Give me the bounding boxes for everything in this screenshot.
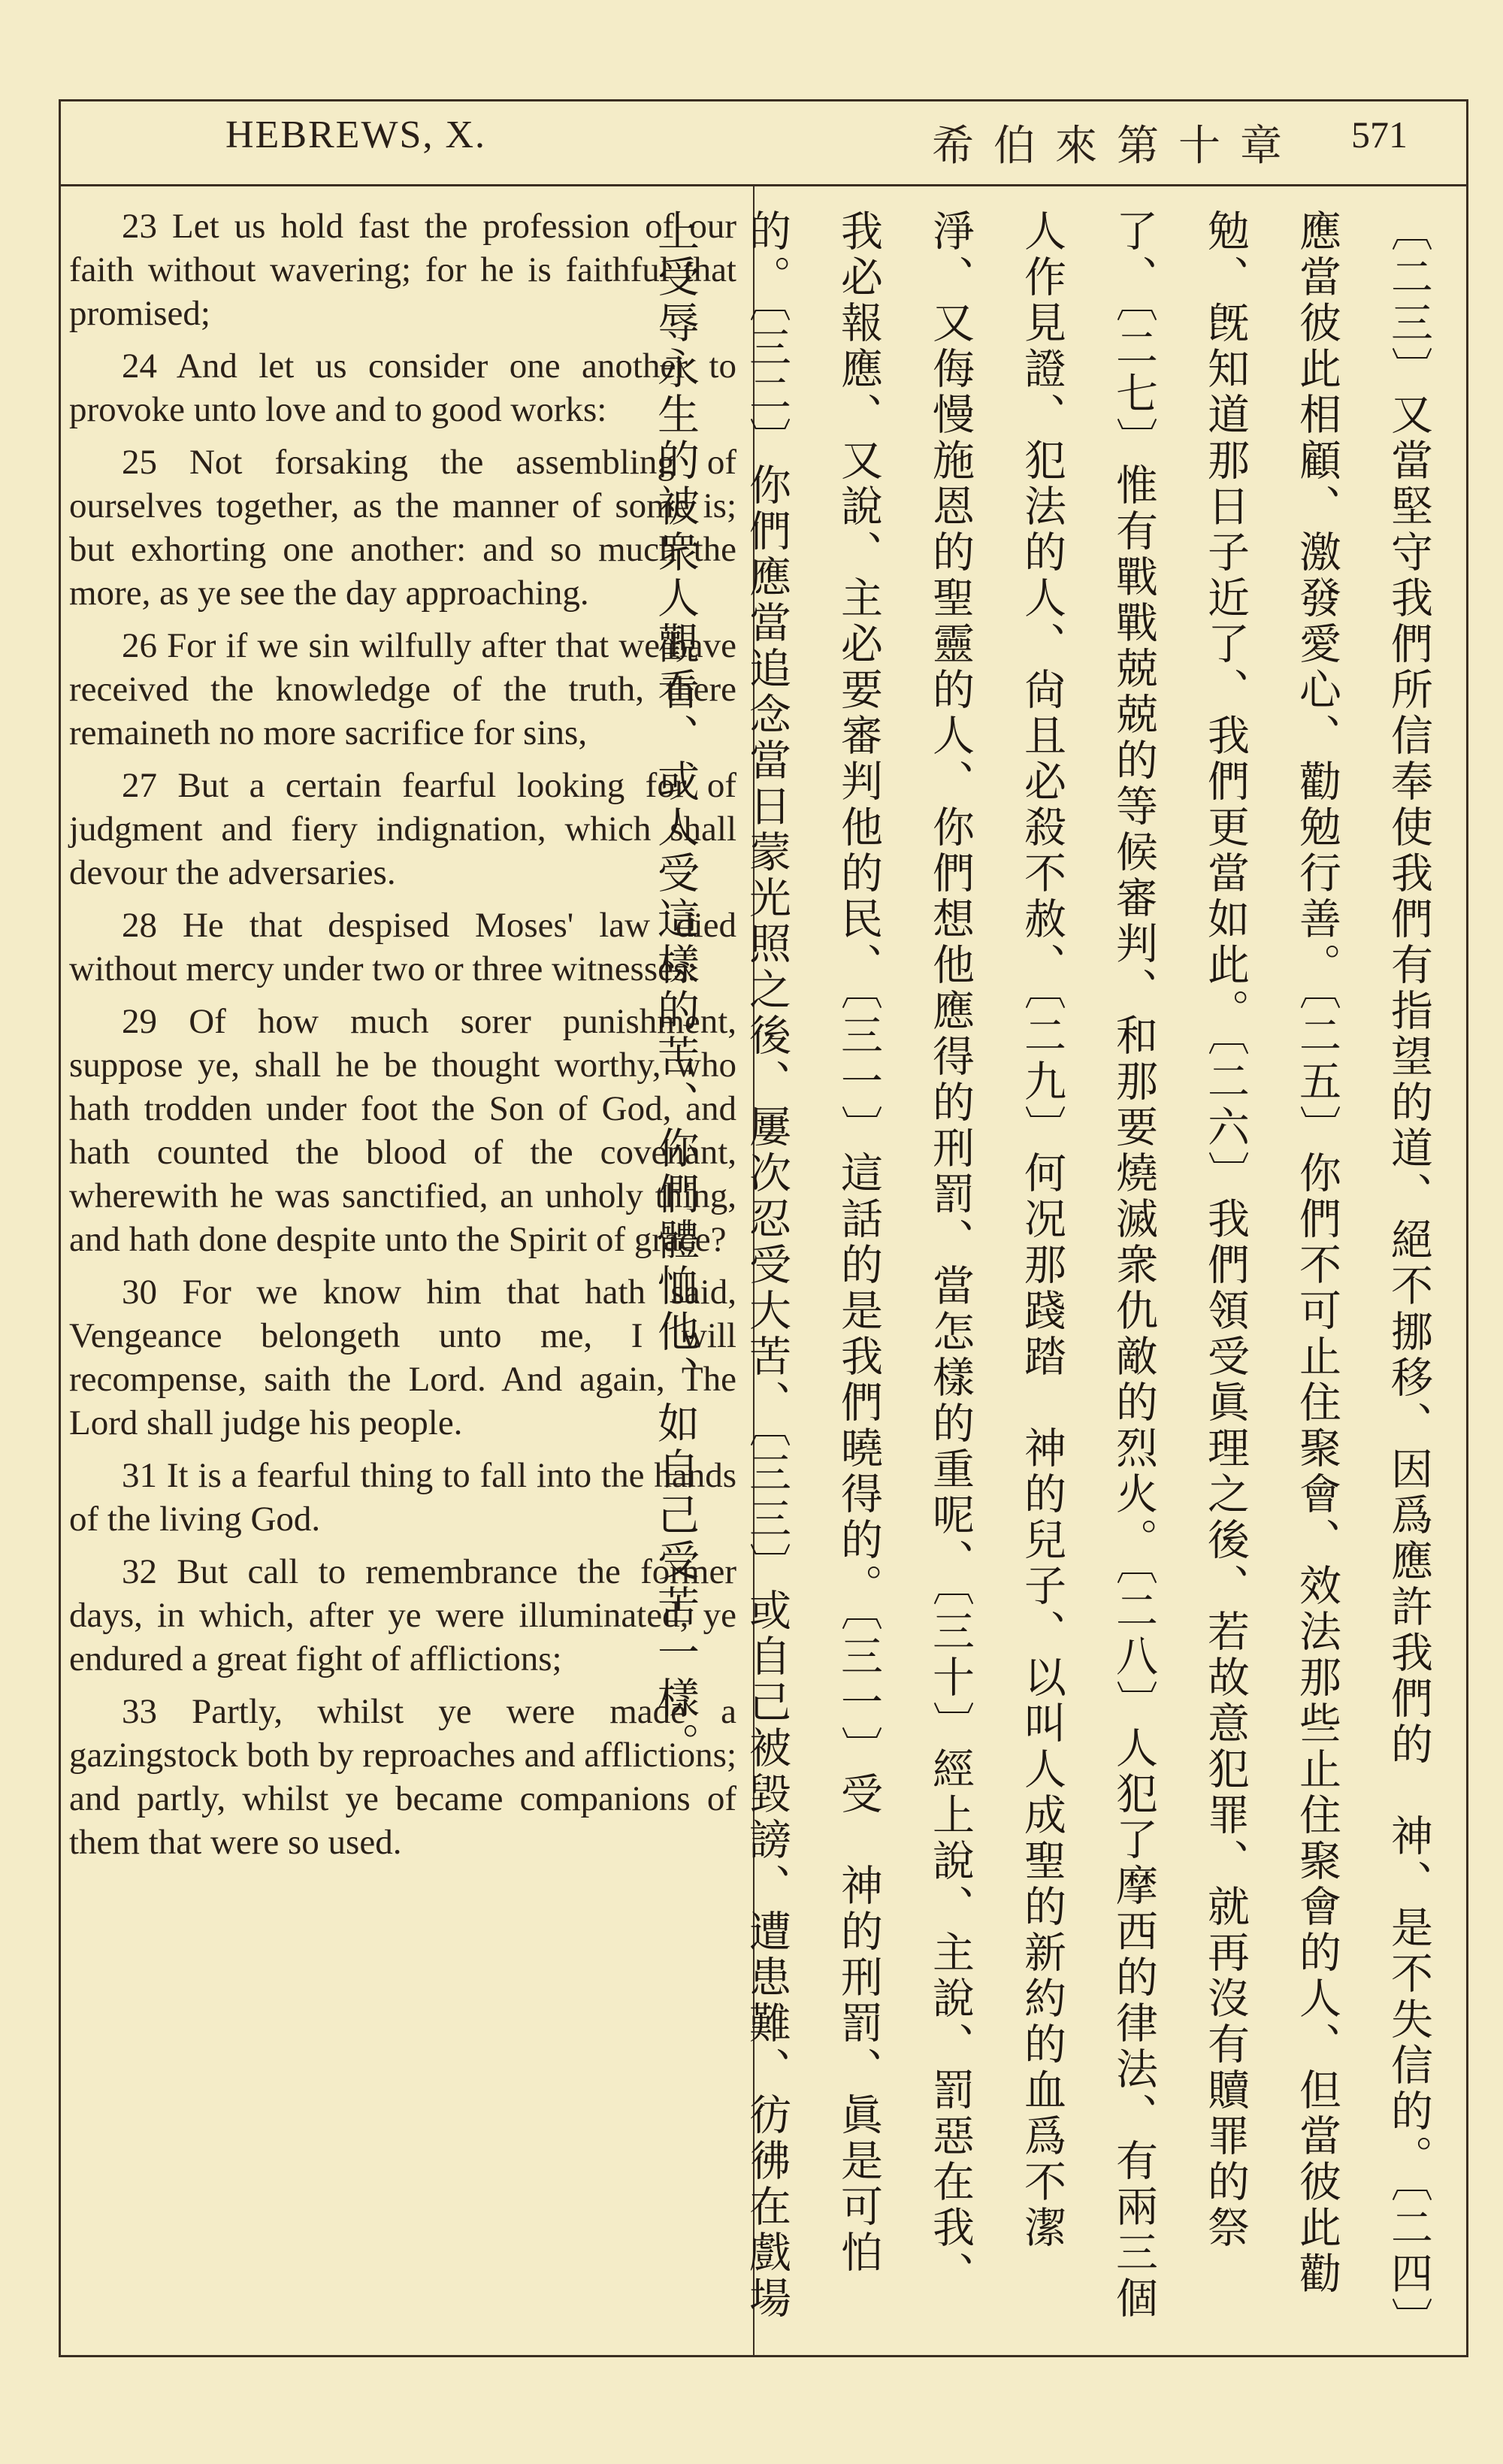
verse-33: 33 Partly, whilst ye were made a gazingstock both by reproaches and afflictions; and partly, whilst ye became companions of them that were so used.	[69, 1692, 736, 1862]
verse-29: 29 Of how much sorer punishment, suppose ye, shall he be thought worthy, who hath trodden under foot the Son of God, and hath counted the blood of the covenant, wherewith he was sanctified, an unholy thing, and hath done despite unto the Spirit of grace?	[69, 1002, 736, 1259]
running-head: HEBREWS, X.	[225, 114, 486, 156]
chinese-running-head: 希伯來第十章	[932, 122, 1302, 171]
verse-30: 30 For we know him that hath said, Vengeance belongeth unto me, I will recompense, saith the Lord. And again, The Lord shall judge his people.	[69, 1273, 736, 1442]
verse-25: 25 Not forsaking the assembling of ourselves together, as the manner of some is; but exhorting one another: and so much the more, as ye see the day approaching.	[69, 443, 736, 613]
verse-31: 31 It is a fearful thing to fall into the hands of the living God.	[69, 1456, 736, 1539]
page-number: 571	[1351, 114, 1408, 156]
verse-27: 27 But a certain fearful looking for of judgment and fiery indignation, which shall devour the adversaries.	[69, 766, 736, 892]
verse-32: 32 But call to remembrance the former days, in which, after ye were illuminated, ye endured a great fight of afflictions;	[69, 1552, 736, 1678]
verse-28: 28 He that despised Moses' law died without mercy under two or three witnesses:	[69, 906, 736, 988]
chinese-column: 〔二三〕又當堅守我們所信奉使我們有指望的道、絕不挪移、因爲應許我們的 神、是不失信的。〔二四〕應當彼此相顧、激發愛心、勸勉行善。〔二五〕你們不可止住聚會、效法那些止住聚會的人、但當彼此勸勉、旣知道那日子近了、我們更當如此。〔二六〕我們領受眞理之後、若故意犯罪、就再沒有贖罪的祭了、〔二七〕惟有戰戰兢兢的等候審判、和那要燒滅衆仇敵的烈火。〔二八〕人犯了摩西的律法、有兩三個人作見證、犯法的人、尙且必殺不赦、〔二九〕何况那踐踏 神的兒子、以叫人成聖的新約的血爲不潔淨、又侮慢施恩的聖靈的人、你們想他應得的刑罰、當怎樣的重呢、〔三十〕經上說、主說、罰惡在我、我必報應、又說、主必要審判他的民、〔三一〕這話的是我們曉得的。〔三一〕受 神的刑罰、眞是可怕的。〔三二〕你們應當追念當日蒙光照之後、屢次忍受大苦、〔三三〕或自己被毀謗、遭患難、彷彿在戲場上受辱永生的被衆人觀看、或人受這樣的苦、你們體恤他、如自己受苦一樣。	[651, 209, 1433, 2322]
header-rule	[59, 184, 1468, 186]
verse-24: 24 And let us consider one another to provoke unto love and to good works:	[69, 347, 736, 429]
verse-23: 23 Let us hold fast the profession of our faith without wavering; for he is faithful that promised;	[69, 207, 736, 333]
verse-26: 26 For if we sin wilfully after that we have received the knowledge of the truth, there remaineth no more sacrifice for sins,	[69, 626, 736, 752]
